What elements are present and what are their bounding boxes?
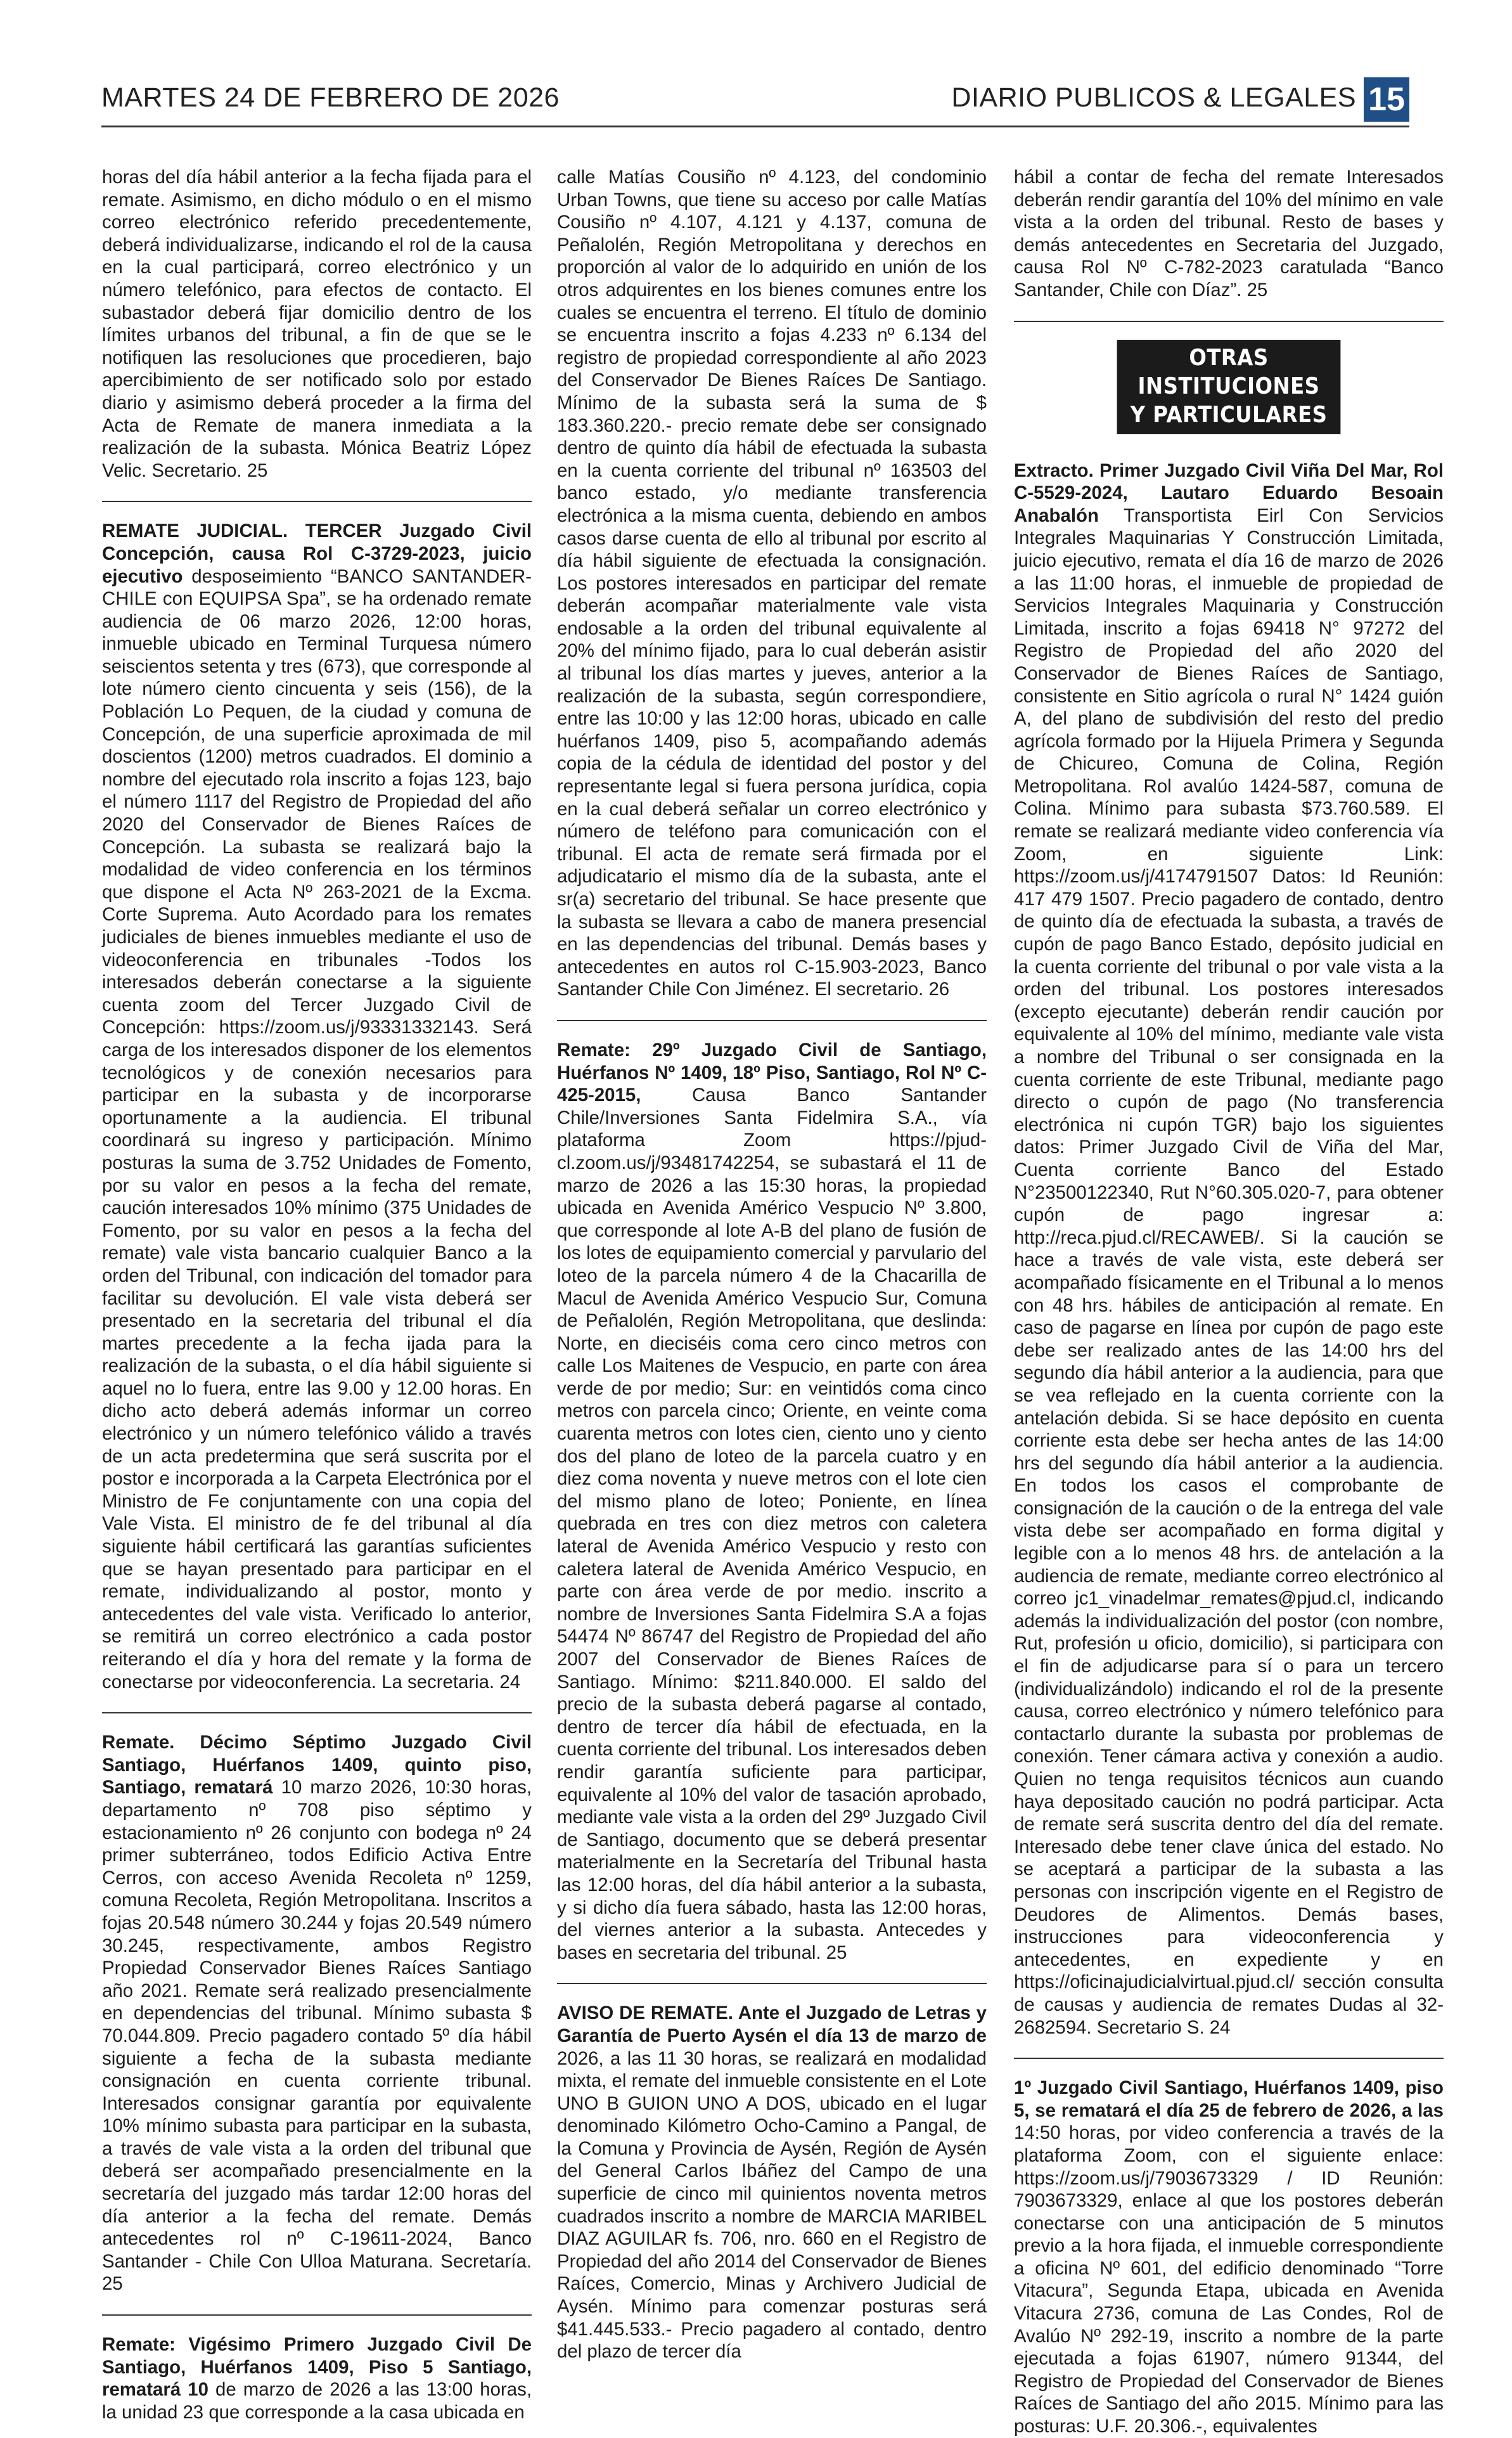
divider — [102, 2314, 532, 2316]
notice-heading: Extracto. Primer Juzgado Civil Viña Del Mar, Rol C-5529-2024, Lautaro Eduardo Besoain Anabalón — [1014, 460, 1444, 526]
column-3 — [1014, 166, 1444, 2438]
notice-heading: REMATE JUDICIAL. TERCER Juzgado Civil Concepción, causa Rol C-3729-2023, juicio ejecutivo — [102, 520, 532, 587]
notice-heading: 1º Juzgado Civil Santiago, Huérfanos 1409, piso 5, se rematará el día 25 de febrero de 2026, a las — [1014, 2077, 1444, 2121]
notice-body: 14:50 horas, por video conferencia a través de la plataforma Zoom, con el siguiente enlace: https://zoom.us/j/7903673329 / ID Reunión: 7903673329, enlace al que los postores deberán conectarse con una anticipación de 5 minutos previo a la hora fijada, el inmueble correspondiente a oficina Nº 601, del edificio denominado “Torre Vitacura”, Segunda Etapa, ubicada en Avenida Vitacura 2736, comuna de Las Condes, Rol de Avalúo Nº 292-19, inscrito a nombre de la parte ejecutada a fojas 61907, número 91344, del Registro de Propiedad del Conservador de Bienes Raíces de Santiago del año 2015. Mínimo para las posturas: U.F. 20.306.-, equivalentes — [1014, 2122, 1444, 2437]
publication-title: DIARIO PUBLICOS & LEGALES — [951, 82, 1356, 113]
notice-body: desposeimiento “BANCO SANTANDER-CHILE con EQUIPSA Spa”, se ha ordenado remate audiencia de 06 marzo 2026, 12:00 horas, inmueble ubicado en Terminal Turquesa número seiscientos setenta y tres (673), que corresponde al lote número ciento cincuenta y seis (156), de la Población Lo Pequen, de la ciudad y comuna de Concepción, de una superficie aproximada de mil doscientos (1200) metros cuadrados. El dominio a nombre del ejecutado rola inscrito a fojas 123, bajo el número 1117 del Registro de Propiedad del año 2020 del Conservador de Bienes Raíces de Concepción. La subasta se realizará bajo la modalidad de video conferencia en los términos que dispone el Acta Nº 263-2021 de la Excma. Corte Suprema. Auto Acordado para los remates judiciales de bienes inmuebles mediante el uso de videoconferencia en tribunales -Todos los interesados deberán conectarse a la siguiente cuenta zoom del Tercer Juzgado Civil de Concepción: https://zoom.us/j/93331332143. Será carga de los interesados disponer de los elementos tecnológicos y de conexión necesarios para participar en la subasta y de incorporarse oportunamente a la audiencia. El tribunal coordinará su ingreso y participación. Mínimo posturas la suma de 3.752 Unidades de Fomento, por su valor en pesos a la fecha del remate, caución interesados 10% mínimo (375 Unidades de Fomento, por su valor en pesos a la fecha del remate) vale vista bancario cualquier Banco a la orden del Tribunal, con indicación del tomador para facilitar su devolución. El vale vista deberá ser presentado en la secretaria del tribunal el día martes precedente a la fecha ijada para la realización de la subasta, o el día hábil siguiente si aquel no lo fuera, entre las 9.00 y 12.00 horas. En dicho acto deberá además informar un correo electrónico y un número telefónico válido a través de un acta predetermina que será suscrita por el postor e incorporada a la Carpeta Electrónica por el Ministro de Fe conjuntamente con una copia del Vale Vista. El ministro de fe del tribunal al día siguiente hábil certificará las garantías suficientes que se hayan presentado para participar en el remate, individualizando al postor, monto y antecedentes del vale vista. Verificado lo anterior, se remitirá un correo electrónico a cada postor reiterando el día y hora del remate y la forma de conectarse por videoconferencia. La secretaria. 24 — [102, 565, 532, 1693]
notice-extracto-vina-del-mar — [1014, 460, 1444, 2039]
divider — [1014, 2058, 1444, 2059]
notice-remate-21-civil — [102, 2333, 532, 2423]
divider — [102, 1712, 532, 1713]
issue-date: MARTES 24 DE FEBRERO DE 2026 — [101, 82, 560, 113]
page-number-badge: 15 — [1364, 77, 1409, 122]
divider — [557, 1020, 987, 1021]
divider — [1014, 321, 1444, 322]
notice-heading: Remate: Vigésimo Primero Juzgado Civil De Santiago, Huérfanos 1409, Piso 5 Santiago, rematará 10 — [102, 2334, 532, 2401]
page-header — [101, 77, 1409, 127]
section-heading-badge — [1117, 340, 1341, 434]
notice-heading: Remate. Décimo Séptimo Juzgado Civil Santiago, Huérfanos 1409, quinto piso, Santiago, rematará — [102, 1732, 532, 1798]
notice-1-continued: horas del día hábil anterior a la fecha fijada para el remate. Asimismo, en dicho módulo o en el mismo correo electrónico referido precedentemente, deberá individualizarse, indicando el rol de la causa en la cual participará, correo electrónico y un número telefónico, para efectos de contacto. El subastador deberá fijar domicilio dentro de los límites urbanos del tribunal, a fin de que se le notifiquen las resoluciones que procedieren, bajo apercibimiento de ser notificado solo por estado diario y asimismo deberá proceder a la firma del Acta de Remate de manera inmediata a la realización de la subasta. Mónica Beatriz López Velic. Secretario. 25 — [102, 167, 532, 481]
notice-21-civil-continued: calle Matías Cousiño nº 4.123, del condominio Urban Towns, que tiene su acceso por calle Matías Cousiño nº 4.107, 4.121 y 4.137, comuna de Peñalolén, Región Metropolitana y derechos en proporción al valor de lo adquirido en unión de los otros adquirentes en los bienes comunes entre los cuales se encuentra el terreno. El título de dominio se encuentra inscrito a fojas 4.233 nº 6.134 del registro de propiedad correspondiente al año 2023 del Conservador De Bienes Raíces De Santiago. Mínimo de la subasta será la suma de $ 183.360.220.- precio remate debe ser consignado dentro de quinto día hábil de efectuada la subasta en la cuenta corriente del tribunal nº 163503 del banco estado, y/o mediante transferencia electrónica a la misma cuenta, debiendo en ambos casos darse cuenta de ello al tribunal por escrito al día hábil siguiente de efectuada la consignación. Los postores interesados en participar del remate deberán acompañar materialmente vale vista endosable a la orden del tribunal equivalente al 20% del mínimo fijado, para lo cual deberán asistir al tribunal los días martes y jueves, anterior a la realización de la subasta, según correspondiere, entre las 10:00 y las 12:00 horas, ubicado en calle huérfanos 1409, piso 5, acompañando además copia de la cédula de identidad del postor y del representante legal si fuera persona jurídica, copia en la cual deberá señalar un correo electrónico y número de teléfono para comunicación con el tribunal. El acta de remate será firmada por el adjudicatario el mismo día de la subasta, ante el sr(a) secretario del tribunal. Se hace presente que la subasta se llevara a cabo de manera presencial en las dependencias del tribunal. Demás bases y antecedentes en autos rol C-15.903-2023, Banco Santander Chile Con Jiménez. El secretario. 26 — [557, 167, 987, 1000]
divider — [102, 501, 532, 502]
notice-1-civil-santiago — [1014, 2077, 1444, 2438]
notice-body: 10 marzo 2026, 10:30 horas, departamento nº 708 piso séptimo y estacionamiento nº 26 conjunto con bodega nº 24 primer subterráneo, todos Edificio Activa Entre Cerros, con acceso Avenida Recoleta nº 1259, comuna Recoleta, Región Metropolitana. Inscritos a fojas 20.548 número 30.244 y fojas 20.549 número 30.245, respectivamente, ambos Registro Propiedad Conservador Bienes Raíces Santiago año 2021. Remate será realizado presencialmente en dependencias del tribunal. Mínimo subasta $ 70.044.809. Precio pagadero contado 5º día hábil siguiente a fecha de la subasta mediante consignación en cuenta corriente tribunal. Interesados consignar garantía por equivalente 10% mínimo subasta para participar en la subasta, a través de vale vista a la orden del tribunal que deberá ser acompañado presencialmente en la secretaría del juzgado más tardar 12:00 horas del día anterior a la fecha del remate. Demás antecedentes rol nº C-19611-2024, Banco Santander - Chile Con Ulloa Maturana. Secretaría. 25 — [102, 1777, 532, 2295]
notice-body: Transportista Eirl Con Servicios Integrales Maquinarias Y Construcción Limitada, juicio ejecutivo, remata el día 16 de marzo de 2026 a las 11:00 horas, el inmueble de propiedad de Servicios Integrales Maquinaria y Construcción Limitada, inscrito a fojas 69418 N° 97272 del Registro de Propiedad del año 2020 del Conservador de Bienes Raíces de Santiago, consistente en Sitio agrícola o rural N° 1424 guión A, del plano de subdivisión del resto del predio agrícola formado por la Hijuela Primera y Segunda de Chicureo, Comuna de Colina, Región Metropolitana. Rol avalúo 1424-587, comuna de Colina. Mínimo para subasta $73.760.589. El remate se realizará mediante video conferencia vía Zoom, en siguiente Link: https://zoom.us/j/4174791507 Datos: Id Reunión: 417 479 1507. Precio pagadero de contado, dentro de quinto día de efectuada la subasta, a través de cupón de pago Banco Estado, depósito judicial en la cuenta corriente del tribunal o por vale vista a la orden del tribunal. Los postores interesados (excepto ejecutante) deberán rendir caución por equivalente al 10% del mínimo, mediante vale vista a nombre del Tribunal o ser consignada en la cuenta corriente de este Tribunal, mediante pago directo o cupón de pago (No transferencia electrónica ni cupón TGR) bajo los siguientes datos: Primer Juzgado Civil de Viña del Mar, Cuenta corriente Banco del Estado N°23500122340, Rut N°60.305.020-7, para obtener cupón de pago ingresar a: http://reca.pjud.cl/RECAWEB/. Si la caución se hace a través de vale vista, este deberá ser acompañado físicamente en el Tribunal a lo menos con 48 hrs. hábiles de anticipación al remate. En caso de pagarse en línea por cupón de pago este debe ser realizado antes de las 14:00 hrs del segundo día hábil anterior a la audiencia, para que se vea reflejado en la cuenta corriente con la antelación debida. Si se hace depósito en cuenta corriente esta debe ser hecha antes de las 14:00 hrs del segundo día hábil anterior a la audiencia. En todos los casos el comprobante de consignación de la caución o de la entrega del vale vista debe ser acompañado en forma digital y legible con a lo menos 48 hrs. de antelación a la audiencia de remate, mediante correo electrónico al correo jc1_vinadelmar_remates@pjud.cl, indicando además la individualización del postor (con nombre, Rut, profesión u oficio, domicilio), si participara con el fin de adjudicarse para sí o para un tercero (individualizándolo) indicando el rol de la presente causa, correo electrónico y número telefónico para contactarlo durante la subasta por problemas de conexión. Tener cámara activa y conexión a audio. Quien no tenga requisitos técnicos aun cuando haya depositado caución no podrá participar. Acta de remate será suscrita dentro del día del remate. Interesado debe tener clave única del estado. No se aceptará a participar de la subasta a las personas con inscripción vigente en el Registro de Deudores de Alimentos. Demás bases, instrucciones para videoconferencia y antecedentes, en expediente y en https://oficinajudicialvirtual.pjud.cl/ sección consulta de causas y audiencia de remates Dudas al 32-2682594. Secretario S. 24 — [1014, 505, 1444, 2038]
divider — [557, 1983, 987, 1984]
notice-remate-concepcion — [102, 520, 532, 1693]
column-1 — [102, 166, 532, 2423]
notice-body: Causa Banco Santander Chile/Inversiones Santa Fidelmira S.A., vía plataforma Zoom https://pjud-cl.zoom.us/j/93481742254, se subastará el 11 de marzo de 2026 a las 15:30 horas, la propiedad ubicada en Avenida Américo Vespucio Nº 3.800, que corresponde al lote A-B del plano de fusión de los lotes de equipamiento comercial y parvulario del loteo de la parcela número 4 de la Chacarilla de Macul de Avenida Américo Vespucio Sur, Comuna de Peñalolén, Región Metropolitana, que deslinda: Norte, en dieciséis coma cero cinco metros con calle Los Maitenes de Vespucio, en parte con área verde de por medio; Sur: en veintidós coma cinco metros con parcela cinco; Oriente, en veinte coma cuarenta metros con lotes cien, ciento uno y ciento dos del plano de loteo de la parcela cuatro y en diez coma noventa y nueve metros con el lote cien del mismo plano de loteo; Poniente, en línea quebrada en tres con diez metros con caletera lateral de Avenida Américo Vespucio y resto con caletera lateral de Avenida Américo Vespucio, en parte con área verde de por medio. inscrito a nombre de Inversiones Santa Fidelmira S.A a fojas 54474 Nº 86747 del Registro de Propiedad del año 2007 del Conservador de Bienes Raíces de Santiago. Mínimo: $211.840.000. El saldo del precio de la subasta deberá pagarse al contado, dentro de tercer día hábil de efectuada, en la cuenta corriente del tribunal. Los interesados deben rendir garantía suficiente para participar, equivalente al 10% del valor de tasación aprobado, mediante vale vista a la orden del 29º Juzgado Civil de Santiago, documento que se deberá presentar materialmente en la Secretaría del Tribunal hasta las 12:00 horas, del día hábil anterior a la subasta, y si dicho día fuera sábado, hasta las 12:00 horas, del viernes anterior a la subasta. Antecedes y bases en secretaria del tribunal. 25 — [557, 1085, 987, 1963]
notice-remate-29-civil — [557, 1039, 987, 1964]
notice-aysen-continued: hábil a contar de fecha del remate Interesados deberán rendir garantía del 10% del mínimo en vale vista a la orden del tribunal. Resto de bases y demás antecedentes en Secretaria del Juzgado, causa Rol Nº C-782-2023 caratulada “Banco Santander, Chile con Díaz”. 25 — [1014, 167, 1444, 300]
notice-remate-17-civil — [102, 1731, 532, 2295]
notice-body: de marzo de 2026 a las 13:00 horas, la unidad 23 que corresponde a la casa ubicada en — [102, 2379, 532, 2423]
notice-body: 2026, a las 11 30 horas, se realizará en modalidad mixta, el remate del inmueble consistente en el Lote UNO B GUION UNO A DOS, ubicado en el lugar denominado Kilómetro Ocho-Camino a Pangal, de la Comuna y Provincia de Aysén, Región de Aysén del General Carlos Ibáñez del Campo de una superficie de cinco mil quinientos noventa metros cuadrados inscrito a nombre de MARCIA MARIBEL DIAZ AGUILAR fs. 706, nro. 660 en el Registro de Propiedad del año 2014 del Conservador de Bienes Raíces, Comercio, Minas y Archivero Judicial de Aysén. Mínimo para comenzar posturas será $41.445.533.- Precio pagadero al contado, dentro del plazo de tercer día — [557, 2048, 987, 2363]
notice-heading: Remate: 29º Juzgado Civil de Santiago, Huérfanos Nº 1409, 18º Piso, Santiago, Rol Nº C-425-2015, — [557, 1039, 987, 1106]
column-2 — [557, 166, 987, 2363]
section-heading-line-2: Y PARTICULARES — [1130, 401, 1328, 428]
notice-heading: AVISO DE REMATE. Ante el Juzgado de Letras y Garantía de Puerto Aysén el día 13 de marzo de — [557, 2003, 987, 2046]
section-heading-line-1: OTRAS INSTITUCIONES — [1137, 344, 1320, 399]
notice-aviso-puerto-aysen — [557, 2002, 987, 2363]
